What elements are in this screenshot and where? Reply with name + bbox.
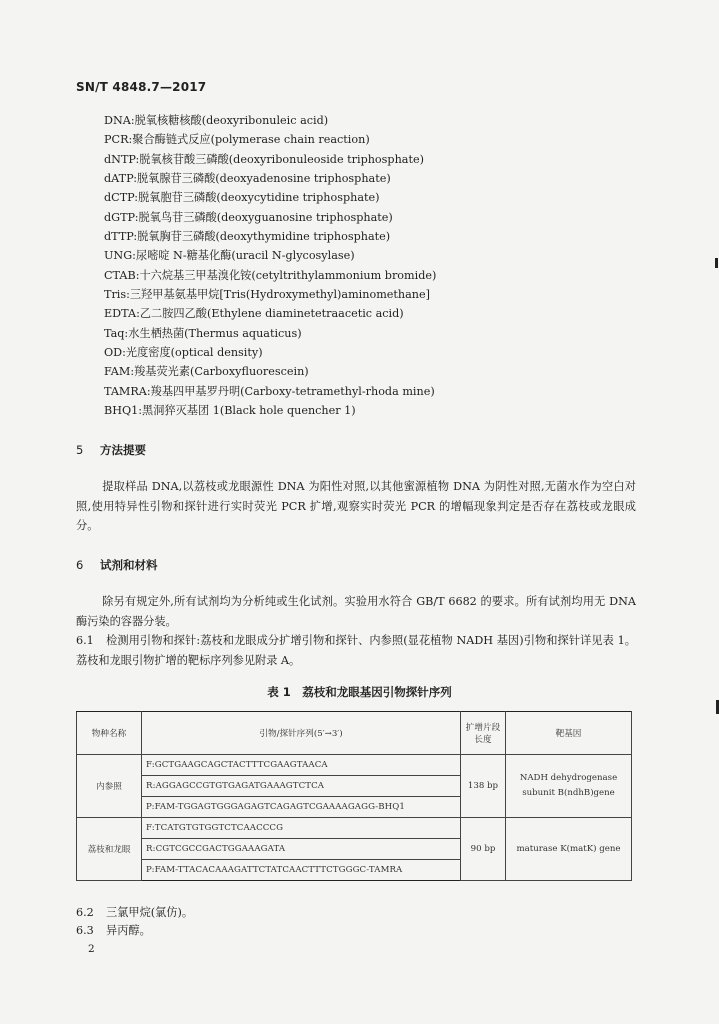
target-cell: maturase K(matK) gene xyxy=(506,818,632,881)
section-6-paragraph xyxy=(76,592,636,631)
table-row xyxy=(77,818,632,839)
col-header-target: 靶基因 xyxy=(506,712,632,755)
item-text: 三氯甲烷(氯仿)。 xyxy=(106,906,194,919)
sequence-cell: P:FAM-TTACACAAAGATTCTATCAACTTTCTGGGC-TAMRA xyxy=(142,860,461,881)
section-6-heading xyxy=(76,557,158,573)
section-number: 6 xyxy=(76,558,84,572)
abbreviation-item: UNG:尿嘧啶 N-糖基化酶(uracil N-glycosylase) xyxy=(104,249,355,263)
page-number: 2 xyxy=(88,943,95,955)
species-cell: 内参照 xyxy=(77,755,142,818)
length-cell: 138 bp xyxy=(461,755,506,818)
col-header-length: 扩增片段长度 xyxy=(461,712,506,755)
abbreviation-item: dATP:脱氧腺苷三磷酸(deoxyadenosine triphosphate) xyxy=(104,172,391,186)
section-5-heading xyxy=(76,442,146,458)
primer-probe-table xyxy=(76,711,632,881)
section-5-paragraph xyxy=(76,477,636,536)
abbreviation-item: OD:光度密度(optical density) xyxy=(104,346,263,360)
item-number: 6.2 xyxy=(76,906,94,919)
abbreviation-item: dGTP:脱氧鸟苷三磷酸(deoxyguanosine triphosphate) xyxy=(104,210,393,224)
section-title: 试剂和材料 xyxy=(100,558,158,572)
standard-number: SN/T 4848.7—2017 xyxy=(76,80,207,94)
abbreviation-item: Tris:三羟甲基氨基甲烷[Tris(Hydroxymethyl)aminomethane] xyxy=(104,288,430,302)
paragraph-text: 提取样品 DNA,以荔枝或龙眼源性 DNA 为阳性对照,以其他蜜源植物 DNA 为阴性对照,无菌水作为空白对照,使用特异性引物和探针进行实时荧光 PCR 扩增,观察实时荧光 PCR 的增幅现象判定是否存在荔枝或龙眼成分。 xyxy=(76,480,636,532)
abbreviation-list xyxy=(104,111,436,421)
abbreviation-item: PCR:聚合酶链式反应(polymerase chain reaction) xyxy=(104,133,370,147)
item-number: 6.3 xyxy=(76,924,94,937)
abbreviation-item: EDTA:乙二胺四乙酸(Ethylene diaminetetraacetic acid) xyxy=(104,307,404,321)
sequence-cell: R:AGGAGCCGTGTGAGATGAAAGTCTCA xyxy=(142,776,461,797)
scan-edge-mark xyxy=(715,258,718,268)
col-header-species: 物种名称 xyxy=(77,712,142,755)
item-6-3 xyxy=(76,922,151,940)
table-1-title: 表 1 荔枝和龙眼基因引物探针序列 xyxy=(267,685,452,699)
item-number: 6.1 xyxy=(76,634,94,647)
sequence-cell: P:FAM-TGGAGTGGGAGAGTCAGAGTCGAAAAGAGG-BHQ1 xyxy=(142,797,461,818)
abbreviation-item: TAMRA:羧基四甲基罗丹明(Carboxy-tetramethyl-rhoda mine) xyxy=(104,384,435,398)
species-cell: 荔枝和龙眼 xyxy=(77,818,142,881)
abbreviation-item: FAM:羧基荧光素(Carboxyfluorescein) xyxy=(104,365,309,379)
section-title: 方法提要 xyxy=(100,443,147,457)
paragraph-text: 除另有规定外,所有试剂均为分析纯或生化试剂。实验用水符合 GB/T 6682 的要求。所有试剂均用无 DNA 酶污染的容器分装。 xyxy=(76,595,636,628)
sequence-cell: F:GCTGAAGCAGCTACTTTCGAAGTAACA xyxy=(142,755,461,776)
sequence-cell: R:CGTCGCCGACTGGAAAGATA xyxy=(142,839,461,860)
item-text: 检测用引物和探针:荔枝和龙眼成分扩增引物和探针、内参照(显花植物 NADH 基因)引物和探针详见表 1。荔枝和龙眼引物扩增的靶标序列参见附录 A。 xyxy=(76,634,636,667)
table-row xyxy=(77,755,632,776)
col-header-sequence: 引物/探针序列(5′→3′) xyxy=(142,712,461,755)
abbreviation-item: Taq:水生栖热菌(Thermus aquaticus) xyxy=(104,326,302,340)
section-number: 5 xyxy=(76,443,84,457)
abbreviation-item: dTTP:脱氧胸苷三磷酸(deoxythymidine triphosphate) xyxy=(104,230,391,244)
table-header-row xyxy=(77,712,632,755)
abbreviation-item: BHQ1:黑洞猝灭基团 1(Black hole quencher 1) xyxy=(104,404,356,418)
length-cell: 90 bp xyxy=(461,818,506,881)
sequence-cell: F:TCATGTGTGGTCTCAACCCG xyxy=(142,818,461,839)
abbreviation-item: DNA:脱氧核糖核酸(deoxyribonuleic acid) xyxy=(104,114,329,127)
abbreviation-item: dCTP:脱氧胞苷三磷酸(deoxycytidine triphosphate) xyxy=(104,191,380,205)
item-6-1 xyxy=(76,631,636,670)
item-6-2 xyxy=(76,904,193,922)
item-text: 异丙醇。 xyxy=(106,924,151,937)
abbreviation-item: CTAB:十六烷基三甲基溴化铵(cetyltrithylammonium bromide) xyxy=(104,268,437,282)
target-cell: NADH dehydrogenase subunit B(ndhB)gene xyxy=(506,755,632,818)
abbreviation-item: dNTP:脱氧核苷酸三磷酸(deoxyribonuleoside triphosphate) xyxy=(104,152,424,166)
